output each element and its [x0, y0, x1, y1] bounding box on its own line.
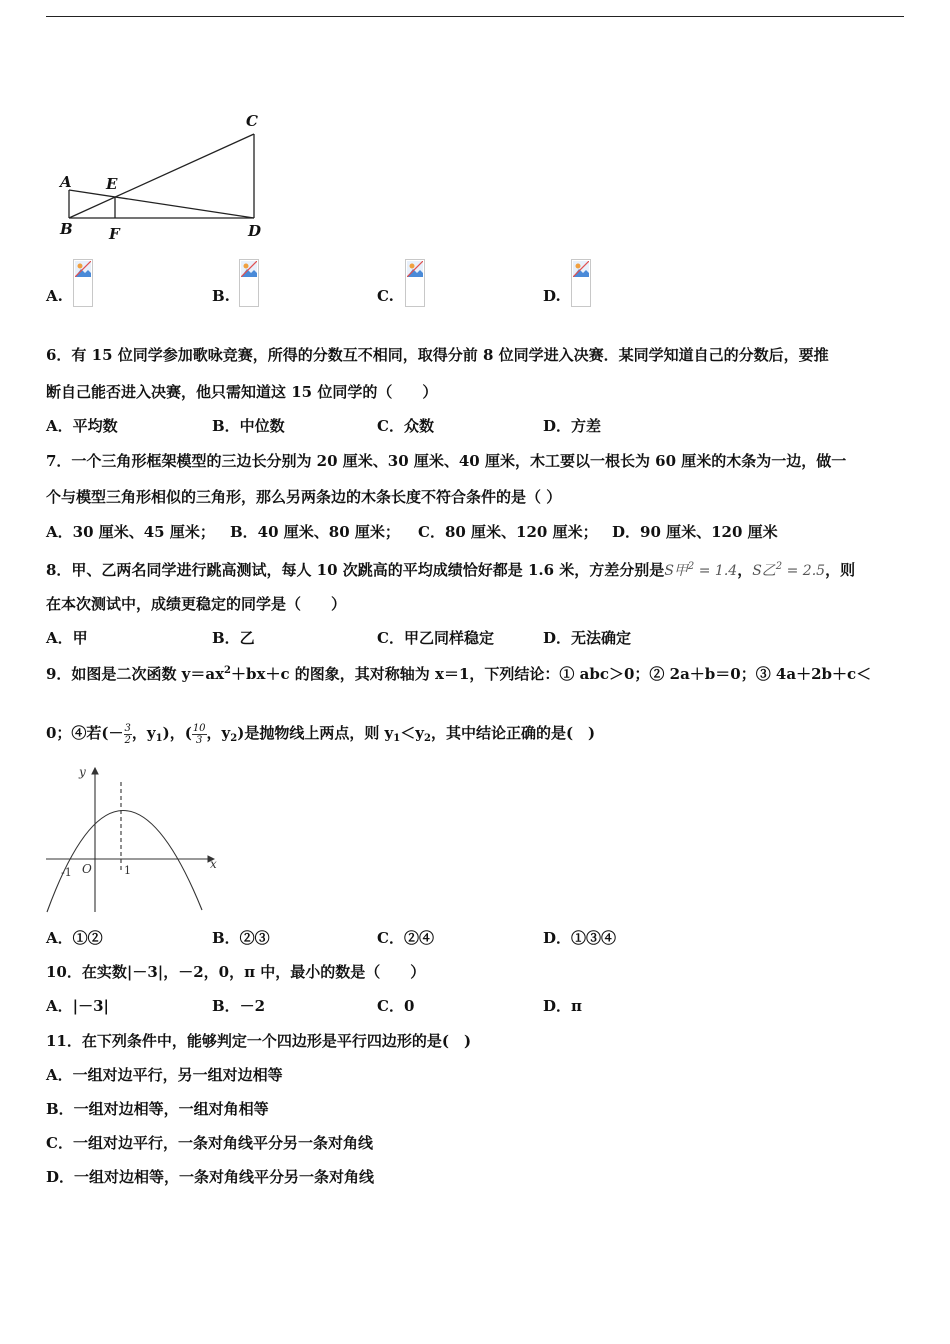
point-label-a: A — [60, 173, 72, 191]
variance-yi: S乙$^2$ = 2.5 — [752, 561, 826, 579]
origin-label: O — [82, 862, 92, 876]
q8-option-d: D．无法确定 — [543, 629, 632, 647]
q8-stem-line2: 在本次测试中，成绩更稳定的同学是（ ） — [46, 595, 347, 613]
q7-option-c: C．80 厘米、120 厘米； — [418, 523, 598, 541]
tick-label-one: 1 — [124, 864, 131, 877]
q6-option-b: B．中位数 — [212, 417, 285, 435]
q8-text-b: ，则 — [825, 561, 856, 579]
broken-image-icon — [571, 259, 591, 307]
q5-option-c: C. — [377, 287, 394, 305]
q10-option-c: C．0 — [377, 997, 415, 1015]
q11-option-c: C．一组对边平行，一条对角线平分另一条对角线 — [46, 1134, 373, 1152]
tick-label-minus-one: -1 — [61, 866, 72, 879]
point-label-b: B — [60, 220, 73, 238]
q7-option-b: B．40 厘米、80 厘米； — [230, 523, 400, 541]
q8-stem-line1: 8．甲、乙两名同学进行跳高测试，每人 10 次跳高的平均成绩恰好都是 1.6 米，方差分别是S甲$^2$ = 1.4，S乙$^2$ = 2.5，则 — [46, 561, 856, 579]
q6-option-a: A．平均数 — [46, 417, 118, 435]
geometry-figure — [56, 108, 266, 246]
q6-option-c: C．众数 — [377, 417, 434, 435]
header-rule — [46, 16, 904, 17]
y-axis-label: y — [79, 765, 86, 779]
q9-option-c: C．②④ — [377, 929, 434, 947]
parabola-curve — [47, 810, 202, 912]
q9-option-a: A．①② — [46, 929, 103, 947]
q9-stem-line2: 0；④若(－ $\frac{3}{2}$ ，$y_1$)，( $\frac{10}{3}$ ，$y_2$)是抛物线上两点，则 $y_1<y_2$，其中结论正确的是( ) — [46, 722, 596, 746]
q11-stem: 11．在下列条件中，能够判定一个四边形是平行四边形的是( ) — [46, 1032, 472, 1050]
point-label-c: C — [246, 112, 258, 130]
broken-image-icon — [405, 259, 425, 307]
q7-stem-line1: 7．一个三角形框架模型的三边长分别为 20 厘米、30 厘米、40 厘米，木工要以一根长为 60 厘米的木条为一边，做一 — [46, 452, 847, 470]
q5-option-d: D. — [543, 287, 561, 305]
x-axis-label: x — [210, 857, 217, 871]
q9-option-d: D．①③④ — [543, 929, 617, 947]
q8-option-c: C．甲乙同样稳定 — [377, 629, 494, 647]
q11-option-a: A．一组对边平行，另一组对边相等 — [46, 1066, 283, 1084]
q7-stem-line2: 个与模型三角形相似的三角形，那么另两条边的木条长度不符合条件的是（ ） — [46, 488, 562, 506]
variance-jia: S甲$^2$ = 1.4 — [664, 561, 738, 579]
q8-option-a: A．甲 — [46, 629, 88, 647]
q10-option-b: B．－2 — [212, 997, 266, 1015]
q11-option-b: B．一组对边相等，一组对角相等 — [46, 1100, 269, 1118]
q6-stem-line1: 6．有 15 位同学参加歌咏竞赛，所得的分数互不相同，取得分前 8 位同学进入决赛．某同学知道自己的分数后，要推 — [46, 346, 829, 364]
segment-ad — [69, 190, 254, 218]
q8-option-b: B．乙 — [212, 629, 255, 647]
point-label-d: D — [248, 222, 262, 240]
fraction-3-2: $\frac{3}{2}$ — [124, 722, 131, 746]
q9-stem-line1: 9．如图是二次函数 $y=ax^2+bx+c$ 的图象，其对称轴为 x＝1，下列结论：① abc＞0；② 2a＋b＝0；③ 4a＋2b＋c＜ — [46, 665, 872, 683]
q5-option-a: A. — [46, 287, 63, 305]
q10-option-d: D．π — [543, 997, 582, 1015]
q11-option-d: D．一组对边相等，一条对角线平分另一条对角线 — [46, 1168, 375, 1186]
parabola-graph — [42, 762, 227, 917]
broken-image-icon — [239, 259, 259, 307]
q10-option-a: A．|－3| — [46, 997, 109, 1015]
point-label-e: E — [106, 175, 118, 193]
q6-option-d: D．方差 — [543, 417, 602, 435]
q6-stem-line2: 断自己能否进入决赛，他只需知道这 15 位同学的（ ） — [46, 383, 438, 401]
q10-stem: 10．在实数|－3|，－2，0，π 中，最小的数是（ ） — [46, 963, 426, 981]
segment-bc — [69, 134, 254, 218]
point-label-f: F — [109, 225, 120, 243]
q5-option-b: B. — [212, 287, 230, 305]
broken-image-icon — [73, 259, 93, 307]
q7-option-d: D．90 厘米、120 厘米 — [612, 523, 778, 541]
q8-text-a: 8．甲、乙两名同学进行跳高测试，每人 10 次跳高的平均成绩恰好都是 1.6 米，方差分别是 — [46, 561, 665, 579]
q7-option-a: A．30 厘米、45 厘米； — [46, 523, 215, 541]
fraction-10-3: $\frac{10}{3}$ — [192, 722, 206, 746]
q9-option-b: B．②③ — [212, 929, 270, 947]
